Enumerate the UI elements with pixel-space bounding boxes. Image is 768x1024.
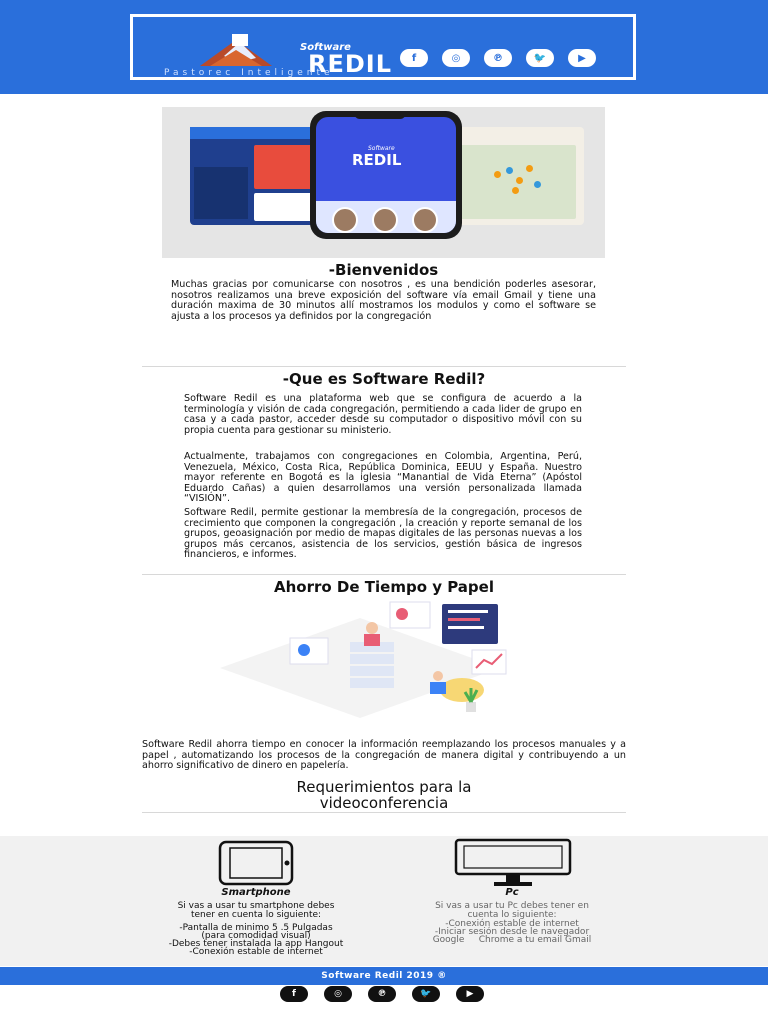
divider: [142, 574, 626, 575]
welcome-text: Muchas gracias por comunicarse con nosotros , es una bendición poderles asesorar, nosotros realizamos una breve exposición del software vía email Gmail y tiene una duración maxima de 30 minutos allí mostramos los modulos y como el software se ajusta a los procesos ya definidos por la congregación: [171, 279, 596, 322]
phone-logo-small: Software: [368, 145, 395, 152]
avatar: [372, 207, 398, 233]
about-paragraph-3: Software Redil, permite gestionar la membresía de la congregación, procesos de crecimiento que componen la congregación , la creación y reporte semanal de los grupos, geoasignación por medio de mapas digitales de las personas nuevas a los grupos más cercanos, asistencia de los servicios, gestión básica de ingresos financieros, e informes.: [184, 507, 582, 561]
smartphone-label: Smartphone: [221, 887, 291, 898]
about-paragraph-2: Actualmente, trabajamos con congregaciones en Colombia, Argentina, Perú, Venezuela, México, Costa Rica, República Dominica, EEUU y España. Nuestro mayor referente en Bogotá es la iglesia “Manantial de Vida Eterna” (Apóstol Eduardo Cañas) a quien desarrollamos una versión personalizada llamada “VISIÓN”.: [184, 451, 582, 505]
about-paragraph-1: Software Redil es una plataforma web que se configura de acuerdo a la terminología y visión de cada congregación, permitiendo a cada lider de grupo en casa y a cada pastor, acceder desde su computador o dispositivo móvil con su propia cuenta para gestionar su ministerio.: [184, 393, 582, 436]
pc-item: -Conexión estable de internet: [445, 919, 579, 929]
logo[interactable]: [160, 26, 393, 82]
divider: [142, 366, 626, 367]
youtube-icon[interactable]: ▶: [456, 986, 484, 1002]
tablet-screenshot-left: [190, 127, 322, 225]
smartphone-item: (para comodidad visual): [201, 931, 311, 941]
savings-title: Ahorro De Tiempo y Papel: [274, 578, 494, 596]
logo-tagline: Pastorec Inteligente: [164, 68, 334, 78]
tablet-screenshot-map: [454, 127, 584, 225]
facebook-icon[interactable]: f: [280, 986, 308, 1002]
twitter-icon[interactable]: 🐦: [412, 986, 440, 1002]
phone-mockup: [310, 111, 462, 239]
requirements-title-line-1: Requerimientos para la: [296, 778, 472, 796]
requirements-title: [142, 779, 626, 811]
pc-intro-2: cuenta lo siguiente:: [467, 910, 557, 920]
divider: [142, 812, 626, 813]
facebook-icon[interactable]: f: [400, 49, 428, 67]
footer-social-links: [280, 986, 484, 1002]
smartphone-intro-2: tener en cuenta lo siguiente:: [190, 910, 322, 920]
smartphone-item: -Debes tener instalada la app Hangout: [168, 939, 344, 949]
office-illustration: [210, 598, 510, 726]
about-title: -Que es Software Redil?: [282, 370, 486, 388]
youtube-icon[interactable]: ▶: [568, 49, 596, 67]
smartphone-item: -Conexión estable de internet: [189, 947, 323, 957]
welcome-title: -Bienvenidos: [328, 261, 439, 279]
instagram-icon[interactable]: ◎: [442, 49, 470, 67]
requirements-title-line-2: videoconferencia: [319, 794, 449, 812]
smartphone-icon: [218, 840, 294, 886]
pinterest-icon[interactable]: ℗: [484, 49, 512, 67]
pinterest-icon[interactable]: ℗: [368, 986, 396, 1002]
requirements-section: [0, 836, 768, 966]
footer-bar: [0, 967, 768, 985]
pc-monitor-icon: [452, 838, 574, 888]
pc-label: Pc: [505, 887, 519, 898]
header-social-links: [400, 49, 596, 67]
twitter-icon[interactable]: 🐦: [526, 49, 554, 67]
pc-item: Google Chrome a tu email Gmail: [432, 935, 592, 945]
avatar: [332, 207, 358, 233]
logo-small-text: Software: [300, 42, 351, 53]
avatar: [412, 207, 438, 233]
phone-logo-big: REDIL: [352, 151, 402, 169]
smartphone-item: -Pantalla de minimo 5 .5 Pulgadas: [179, 923, 333, 933]
smartphone-intro-1: Si vas a usar tu smartphone debes: [177, 901, 335, 911]
hero-image: [162, 107, 605, 258]
savings-text: Software Redil ahorra tiempo en conocer la información reemplazando los procesos manuales y a papel , automatizando los procesos de la congregación de manera digital y contribuyendo a un ahorro significativo de dinero en papelería.: [142, 739, 626, 772]
pc-intro-1: Si vas a usar tu Pc debes tener en: [435, 901, 589, 911]
pc-item: -Iniciar sesión desde le navegador: [434, 927, 590, 937]
logo-big-text: REDIL: [308, 50, 393, 78]
instagram-icon[interactable]: ◎: [324, 986, 352, 1002]
footer-text: Software Redil 2019 ®: [321, 971, 447, 981]
